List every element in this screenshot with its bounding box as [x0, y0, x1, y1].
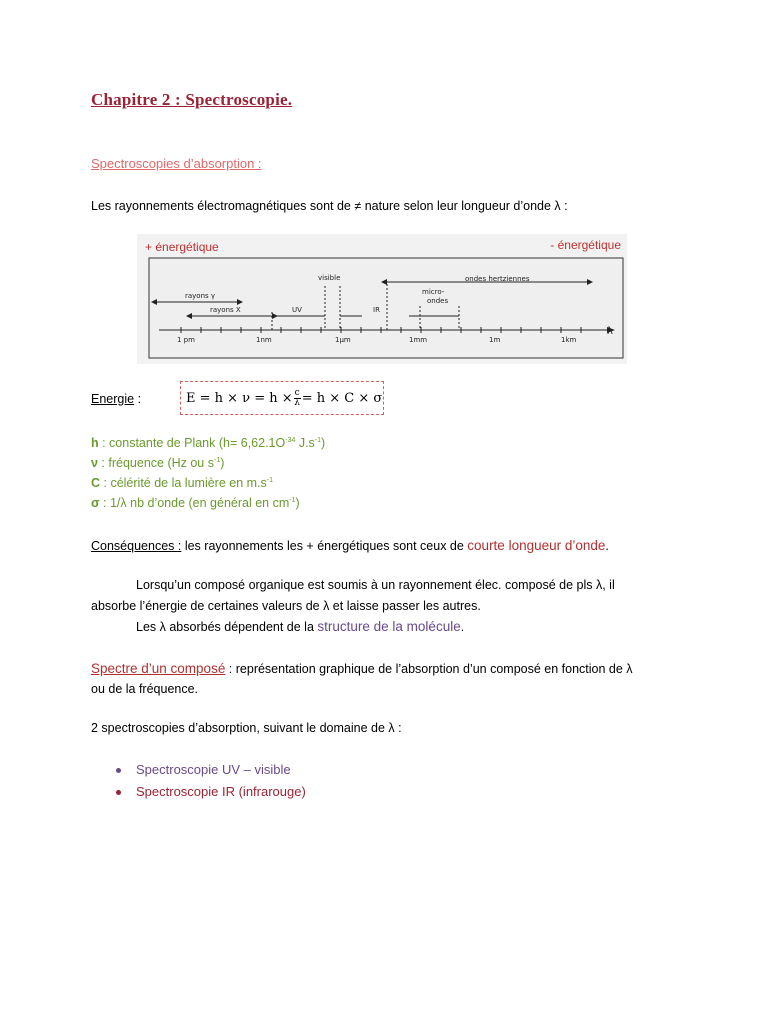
- def-v: [91, 456, 224, 470]
- def-s-text: : 1/λ nb d’onde (en général en cm: [99, 496, 290, 510]
- bullet-item: [116, 762, 291, 777]
- formula-right: = h × C × σ: [301, 390, 383, 406]
- tick-label: 1nm: [256, 336, 272, 344]
- tick-label: 1 pm: [177, 336, 195, 344]
- structure-highlight: structure de la molécule: [317, 619, 461, 634]
- para1-line3c: .: [460, 620, 465, 634]
- spectre-line2: ou de la fréquence.: [91, 682, 199, 696]
- consequences-colon: :: [177, 539, 182, 553]
- two-spectroscopies: 2 spectroscopies d’absorption, suivant le domaine de λ :: [91, 721, 402, 735]
- axis-ticks: [181, 327, 581, 333]
- tick-label: 1µm: [335, 336, 351, 344]
- def-c-sym: C: [91, 476, 101, 490]
- def-s-sup: -1: [289, 496, 296, 504]
- spectre-text: : représentation graphique de l’absorption d’un composé en fonction de λ: [225, 662, 633, 676]
- def-s-sym: σ: [91, 496, 100, 510]
- para1-line1: Lorsqu’un composé organique est soumis à un rayonnement élec. composé de pls λ, il: [136, 578, 615, 592]
- bullet-text: Spectroscopie UV – visible: [136, 762, 291, 777]
- micro-label: micro-: [422, 288, 445, 296]
- def-s-text2: ): [295, 496, 300, 510]
- def-h-text: : constante de Plank (h= 6,62.1O: [98, 436, 286, 450]
- energie-label: Energie: [91, 392, 135, 406]
- def-v-sym: ν: [91, 456, 98, 470]
- ir-label: IR: [373, 306, 380, 314]
- gamma-label: rayons γ: [185, 292, 216, 300]
- consequences-highlight: courte longueur d’onde: [467, 538, 606, 553]
- def-v-sup: -1: [213, 456, 221, 464]
- visible-label: visible: [318, 274, 341, 282]
- spectrum-diagram: [137, 234, 627, 364]
- bullet-item: [116, 784, 306, 799]
- energie-colon: :: [134, 392, 142, 406]
- para1-line3a: Les λ absorbés dépendent de la: [136, 620, 318, 634]
- bullet-icon: [116, 768, 121, 773]
- spectre-line1: [91, 661, 633, 676]
- consequences-end: .: [605, 539, 609, 553]
- def-h-sup: -34: [285, 436, 296, 444]
- section-subtitle: Spectroscopies d’absorption :: [91, 156, 262, 171]
- x-label: rayons X: [210, 306, 241, 314]
- tick-label: 1km: [561, 336, 577, 344]
- less-energy-label: - énergétique: [550, 238, 621, 252]
- frac-numerator: c: [294, 387, 300, 398]
- def-c: [91, 476, 273, 490]
- def-sigma: [91, 496, 300, 510]
- formula-left: E = h × ν = h ×: [186, 390, 293, 406]
- bullet-text: Spectroscopie IR (infrarouge): [136, 784, 306, 799]
- consequences-label: Conséquences: [91, 539, 178, 553]
- para1-line3: [136, 619, 464, 634]
- consequences-line: [91, 538, 609, 553]
- def-h-sym: h: [91, 436, 99, 450]
- spectre-label: Spectre d’un composé: [91, 661, 226, 676]
- frac-denominator: λ: [294, 397, 301, 408]
- consequences-text: les rayonnements les + énergétiques sont ceux de: [181, 539, 468, 553]
- tick-label: 1m: [489, 336, 501, 344]
- def-h-text2: J.s: [295, 436, 315, 450]
- page-title: Chapitre 2 : Spectroscopie.: [91, 90, 293, 109]
- intro-text: Les rayonnements électromagnétiques sont de ≠ nature selon leur longueur d’onde λ :: [91, 199, 568, 213]
- def-h: [91, 436, 325, 450]
- para1-line2: absorbe l’énergie de certaines valeurs de λ et laisse passer les autres.: [91, 599, 481, 613]
- tick-label: 1mm: [409, 336, 428, 344]
- more-energy-label: + énergétique: [145, 240, 219, 254]
- def-h-sup2: -1: [314, 436, 322, 444]
- energie-label-row: [91, 392, 141, 406]
- def-v-text: : fréquence (Hz ou s: [97, 456, 214, 470]
- ondes-label: ondes: [427, 297, 449, 305]
- uv-label: UV: [292, 306, 302, 314]
- def-c-text: : célérité de la lumière en m.s: [100, 476, 267, 490]
- def-c-sup: -1: [266, 476, 274, 484]
- energy-formula: [180, 381, 384, 415]
- hertz-label: ondes hertziennes: [465, 275, 530, 283]
- def-v-text2: ): [220, 456, 225, 470]
- bullet-icon: [116, 790, 121, 795]
- lambda-axis-label: λ: [607, 326, 613, 337]
- c-over-lambda: [294, 389, 301, 408]
- def-h-text3: ): [321, 436, 326, 450]
